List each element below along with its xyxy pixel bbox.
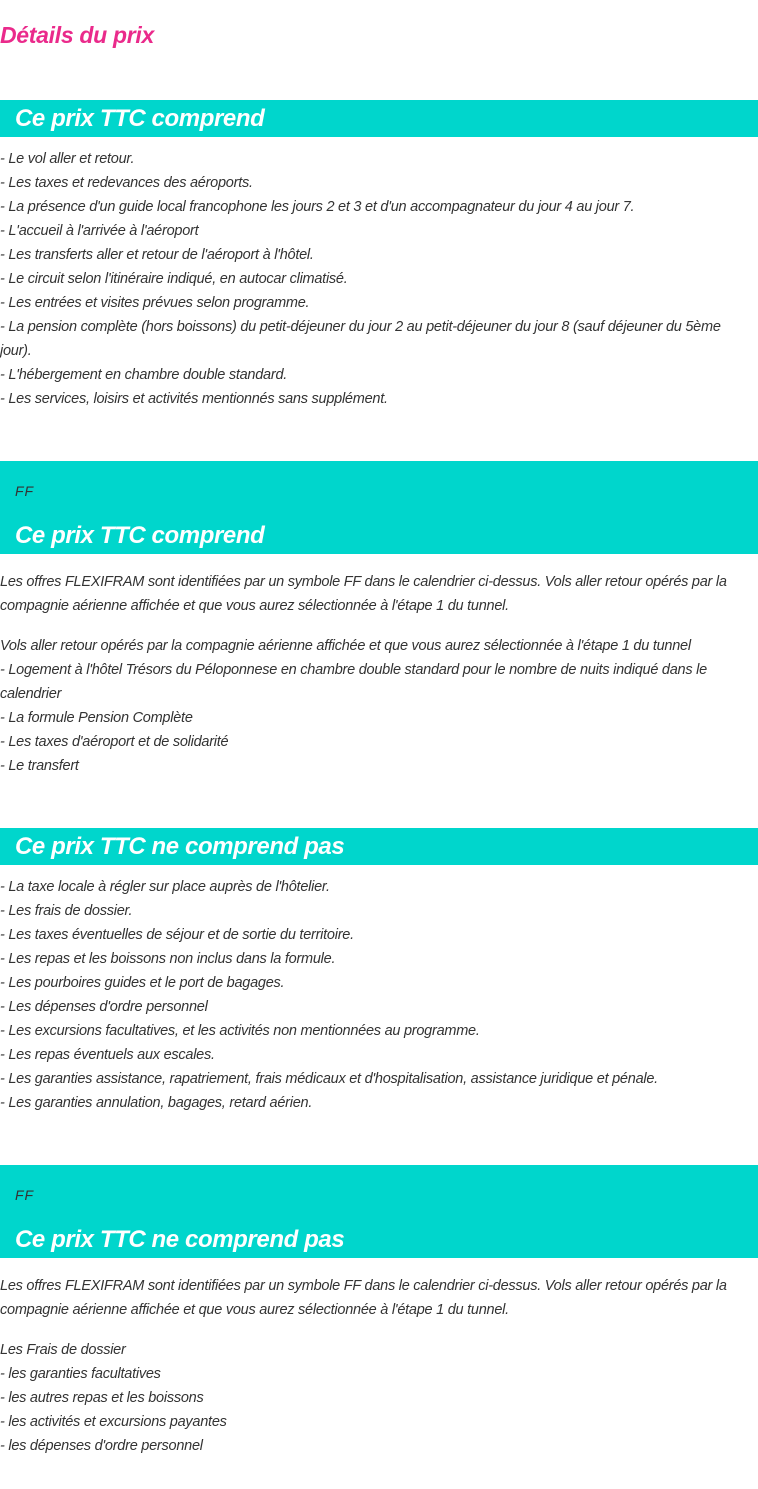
list-item: - Les transferts aller et retour de l'aéroport à l'hôtel.: [0, 247, 314, 263]
list-item: - La présence d'un guide local francophone les jours 2 et 3 et d'un accompagnateur du jour 4 au jour 7.: [0, 199, 635, 215]
section-header-not-included: [0, 828, 758, 865]
section-title-not-included-ff: Ce prix TTC ne comprend pas: [15, 1226, 345, 1253]
list-item: - Les frais de dossier.: [0, 903, 133, 919]
list-item: - Les taxes et redevances des aéroports.: [0, 175, 253, 191]
list-item: - Les repas et les boissons non inclus dans la formule.: [0, 951, 336, 967]
list-item: Vols aller retour opérés par la compagnie aérienne affichée et que vous aurez sélectionnée à l'étape 1 du tunnel: [0, 638, 691, 654]
ff-tag: FF: [15, 1187, 35, 1203]
list-item: - Les dépenses d'ordre personnel: [0, 999, 208, 1015]
included-ff-list: [0, 634, 740, 778]
section-header-included: [0, 100, 758, 137]
list-item: - L'accueil à l'arrivée à l'aéroport: [0, 223, 199, 239]
list-item: - Les garanties annulation, bagages, retard aérien.: [0, 1095, 313, 1111]
list-item: - Le transfert: [0, 758, 79, 774]
included-list: [0, 147, 740, 411]
list-item: - Le circuit selon l'itinéraire indiqué, en autocar climatisé.: [0, 271, 348, 287]
section-title-included: Ce prix TTC comprend: [15, 105, 265, 132]
list-item: - Les entrées et visites prévues selon programme.: [0, 295, 310, 311]
section-title-not-included: Ce prix TTC ne comprend pas: [15, 833, 345, 860]
section-header-not-included-ff: [0, 1165, 758, 1258]
list-item: - Les taxes éventuelles de séjour et de sortie du territoire.: [0, 927, 354, 943]
section-header-included-ff: [0, 461, 758, 554]
list-item: - les activités et excursions payantes: [0, 1414, 227, 1430]
list-item: - Les taxes d'aéroport et de solidarité: [0, 734, 229, 750]
ff-intro: Les offres FLEXIFRAM sont identifiées par un symbole FF dans le calendrier ci-dessus. Vols aller retour opérés par la compagnie aérienne affichée et que vous aurez sélectionnée à l'étape 1 du tunnel.: [0, 574, 727, 614]
list-item: Les Frais de dossier: [0, 1342, 126, 1358]
list-item: - Logement à l'hôtel Trésors du Péloponnese en chambre double standard pour le nombre de nuits indiqué dans le calendrier: [0, 662, 707, 702]
list-item: - Le vol aller et retour.: [0, 151, 135, 167]
not-included-list: [0, 875, 740, 1115]
list-item: - les garanties facultatives: [0, 1366, 161, 1382]
list-item: - Les garanties assistance, rapatriement, frais médicaux et d'hospitalisation, assistance juridique et pénale.: [0, 1071, 658, 1087]
list-item: - les autres repas et les boissons: [0, 1390, 204, 1406]
list-item: - Les excursions facultatives, et les activités non mentionnées au programme.: [0, 1023, 480, 1039]
not-included-ff-list: [0, 1338, 740, 1458]
list-item: - La formule Pension Complète: [0, 710, 193, 726]
not-included-ff-content: [0, 1274, 740, 1322]
list-item: - Les repas éventuels aux escales.: [0, 1047, 215, 1063]
list-item: - L'hébergement en chambre double standard.: [0, 367, 288, 383]
list-item: - Les services, loisirs et activités mentionnés sans supplément.: [0, 391, 388, 407]
list-item: - Les pourboires guides et le port de bagages.: [0, 975, 285, 991]
ff-intro: Les offres FLEXIFRAM sont identifiées par un symbole FF dans le calendrier ci-dessus. Vols aller retour opérés par la compagnie aérienne affichée et que vous aurez sélectionnée à l'étape 1 du tunnel.: [0, 1278, 727, 1318]
list-item: - les dépenses d'ordre personnel: [0, 1438, 203, 1454]
ff-tag: FF: [15, 483, 35, 499]
included-ff-content: [0, 570, 740, 618]
list-item: - La taxe locale à régler sur place auprès de l'hôtelier.: [0, 879, 330, 895]
section-title-included-ff: Ce prix TTC comprend: [15, 522, 265, 549]
page-title: Détails du prix: [0, 22, 154, 48]
list-item: - La pension complète (hors boissons) du petit-déjeuner du jour 2 au petit-déjeuner du jour 8 (sauf déjeuner du 5ème jour).: [0, 319, 721, 359]
